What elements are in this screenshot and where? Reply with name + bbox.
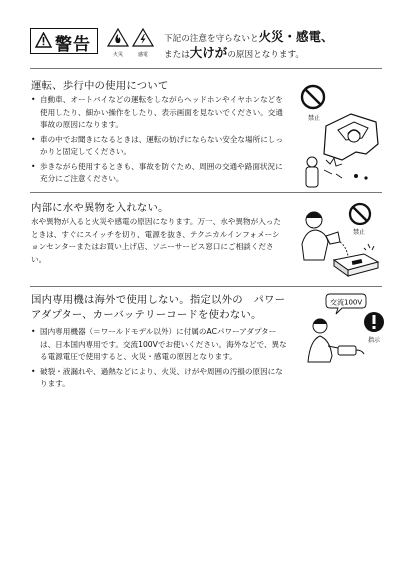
- overseas-caution-list: [31, 326, 287, 393]
- list-item: • 破裂・液漏れや、過熱などにより、火災、けがや周囲の汚損の原因になります。: [31, 366, 287, 391]
- warning-header: [30, 28, 390, 68]
- voltage-bubble-label: 交流100V: [330, 298, 363, 307]
- warning-triangle-icon: [35, 32, 52, 48]
- section-title-driving: 運転、歩行中の使用について: [31, 80, 169, 92]
- power-adapter-illustration: [300, 286, 386, 366]
- list-item: • 車の中でお聞きになるときは、運転の妨げにならない安全な場所にしっかりと固定してください。: [31, 134, 287, 159]
- divider: [30, 192, 382, 193]
- prohibited-caption: 禁止: [308, 115, 321, 122]
- warning-text-1: 下記の注意を守らないと: [164, 34, 259, 44]
- warning-text-3: の原因となります。: [227, 50, 304, 60]
- prohibited-caption: 禁止: [353, 229, 366, 236]
- driving-caution-list: [31, 94, 287, 188]
- prohibition-icon: [302, 86, 324, 108]
- prohibition-icon: [350, 204, 370, 224]
- list-item: • 国内専用機器（＝ワールドモデル以外）に付属のACパワーアダプターは、日本国内専用です。交流100Vでお使いください。海外などで、異なる電源電圧で使用すると、火災・感電の原因となります。: [31, 326, 287, 364]
- section-title-foreign-objects: 内部に水や異物を入れない。: [31, 202, 169, 214]
- driving-illustration: [296, 78, 382, 190]
- shock-hazard-caption: 感電: [137, 52, 148, 58]
- instruction-icon: [364, 312, 384, 332]
- fire-hazard-caption: 火災: [112, 52, 123, 58]
- warning-box: [30, 28, 98, 54]
- list-item: • 自動車、オートバイなどの運転をしながらヘッドホンやイヤホンなどを使用したり、細かい操作をしたり、表示画面を見ないでください。交通事故の原因になります。: [31, 94, 287, 132]
- warning-text-2: または: [164, 50, 190, 60]
- instruction-caption: 指示: [368, 337, 381, 344]
- list-item: • 歩きながら使用するときも、事故を防ぐため、周囲の交通や路面状況に充分にご注意ください。: [31, 161, 287, 186]
- warning-label: 警告: [55, 35, 91, 55]
- divider: [30, 68, 382, 69]
- water-illustration: [294, 200, 382, 282]
- warning-emphasis-fire-shock: 火災・感電、: [258, 29, 334, 44]
- shock-hazard-symbol: [131, 28, 155, 58]
- section-title-overseas-use: 国内専用機は海外で使用しない。指定以外の パワーアダプター、カーバッテリーコードを使わない。: [31, 294, 286, 321]
- fire-icon: [107, 28, 129, 47]
- warning-emphasis-injury: 大けが: [189, 45, 228, 60]
- fire-hazard-symbol: [106, 28, 130, 58]
- foreign-objects-paragraph: 水や異物が入ると火災や感電の原因になります。万一、水や異物が入ったときは、すぐにスイッチを切り、電源を抜き、テクニカルインフォメーションセンターまたはお買い上げ店、ソニーサービス窓口にご相談ください。: [31, 217, 281, 264]
- warning-statement: [164, 30, 394, 62]
- lightning-icon: [132, 28, 154, 47]
